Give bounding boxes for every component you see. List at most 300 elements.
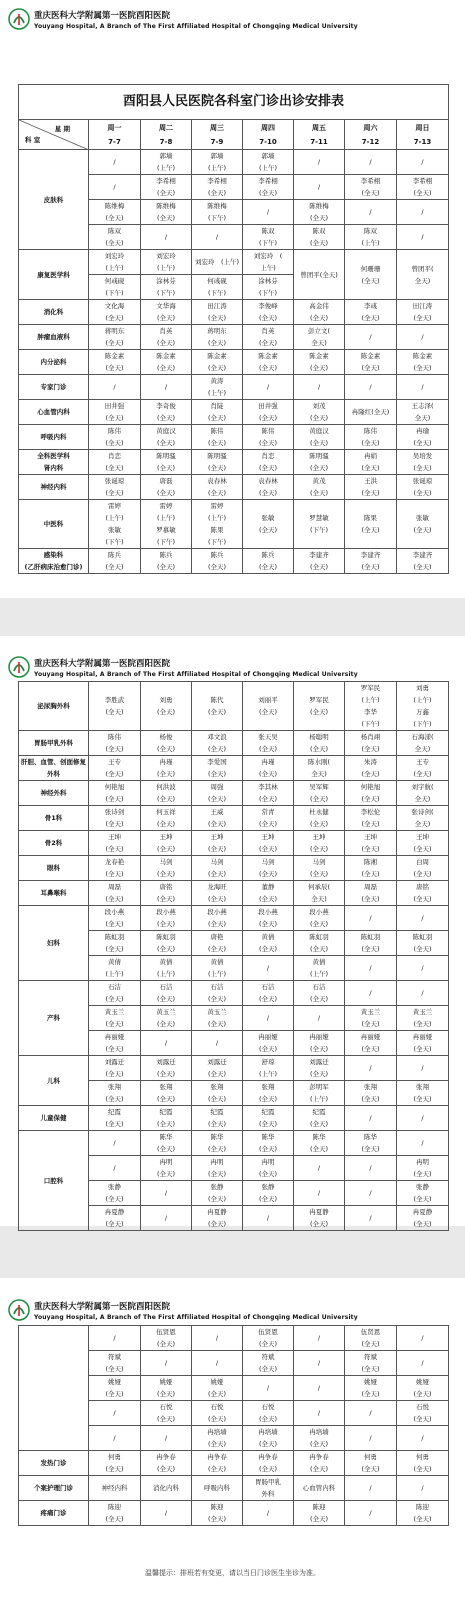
- schedule-cell: 陈虹羽 (全天): [89, 931, 141, 956]
- schedule-cell: 冉娟 (全天): [345, 450, 397, 475]
- schedule-cell: 张翔 (全天): [192, 1081, 243, 1106]
- schedule-table-1: [18, 84, 449, 574]
- schedule-cell: /: [345, 200, 397, 225]
- schedule-cell: 陈虹羽 (全天): [345, 931, 397, 956]
- schedule-cell: /: [345, 1056, 397, 1081]
- schedule-cell: 冉丽娅 (全天): [345, 1031, 397, 1056]
- schedule-cell: 冉夏静 (全天): [294, 1206, 345, 1231]
- schedule-cell: 陈虹羽 (全天): [141, 931, 192, 956]
- schedule-cell: 郭墙 (上午): [192, 150, 243, 175]
- schedule-cell: 李爱国 (全天): [192, 756, 243, 781]
- schedule-cell: 李俊峰 (全天): [243, 300, 294, 325]
- schedule-cell: 石洁 (全天): [89, 981, 141, 1006]
- schedule-cell: 肖恋 (全天): [243, 450, 294, 475]
- schedule-cell: 陈伟 (全天): [345, 425, 397, 450]
- schedule-cell: 石悦 (全天): [397, 1401, 449, 1426]
- schedule-cell: 唐磊 (全天): [141, 475, 192, 500]
- schedule-cell: 陈兵 (全天): [192, 549, 243, 574]
- schedule-cell: 石洁 (全天): [243, 981, 294, 1006]
- schedule-cell: 冉培墙 (全天): [294, 1426, 345, 1451]
- hospital-name: 重庆医科大学附属第一医院酉阳医院: [34, 11, 171, 21]
- schedule-cell: 马剑 (全天): [243, 856, 294, 881]
- schedule-cell: /: [397, 150, 449, 175]
- schedule-cell: 呼吸内科: [192, 1476, 243, 1501]
- schedule-cell: 刘宏玲 ( 上午): [243, 250, 294, 275]
- corner-header: [19, 120, 89, 150]
- dept-name: 肝胆、血管、创面修复外科: [19, 756, 89, 781]
- schedule-cell: 田井强 (全天): [89, 400, 141, 425]
- schedule-cell: 段小燕 (全天): [243, 906, 294, 931]
- schedule-cell: /: [243, 956, 294, 981]
- weekday-label: 周四: [261, 123, 275, 132]
- schedule-cell: 罗军民 (上午) 李华 (下午): [345, 682, 397, 731]
- schedule-cell: 符斌 (全天): [345, 1351, 397, 1376]
- schedule-cell: 陈虹羽 (全天): [397, 931, 449, 956]
- schedule-cell: /: [294, 1376, 345, 1401]
- schedule-cell: /: [243, 1376, 294, 1401]
- date-label: 7-9: [210, 137, 224, 146]
- dept-name: 眼科: [19, 856, 89, 881]
- hospital-logo-icon: [8, 8, 30, 30]
- schedule-cell: /: [89, 1426, 141, 1451]
- schedule-cell: 刘茂 (全天): [294, 400, 345, 425]
- schedule-cell: 陈金素 (全天): [294, 350, 345, 375]
- schedule-cell: 舒琼 (上午): [243, 1056, 294, 1081]
- dept-name: 皮肤科: [19, 150, 89, 250]
- schedule-cell: 朱涛 (全天): [345, 756, 397, 781]
- schedule-cell: /: [243, 1006, 294, 1031]
- dept-name: 妇科: [19, 906, 89, 981]
- schedule-cell: 李建齐 (全天): [294, 549, 345, 574]
- hospital-name: 重庆医科大学附属第一医院酉阳医院: [34, 659, 171, 669]
- schedule-cell: 黄倩 (上午): [294, 956, 345, 981]
- day-header: [294, 120, 345, 150]
- schedule-cell: 陈华 (全天): [141, 1131, 192, 1156]
- dept-name: 耳鼻喉科: [19, 881, 89, 906]
- dept-name: 儿科: [19, 1056, 89, 1106]
- schedule-cell: 陈双 (下午): [243, 225, 294, 250]
- schedule-cell: 袁春林 (全天): [243, 475, 294, 500]
- schedule-cell: 神经内科: [89, 1476, 141, 1501]
- schedule-cell: /: [243, 375, 294, 400]
- schedule-cell: 陈华 (全天): [345, 1131, 397, 1156]
- schedule-cell: 黄庭汉 (全天): [294, 425, 345, 450]
- schedule-cell: 陈湘 (全天): [345, 856, 397, 881]
- schedule-cell: 李希栩 (全天): [345, 175, 397, 200]
- schedule-cell: 刘露迁 (全天): [192, 1056, 243, 1081]
- schedule-cell: 陈双 (全天): [89, 225, 141, 250]
- schedule-cell: 冉夏静 (全天): [89, 1206, 141, 1231]
- date-label: 7-10: [259, 137, 277, 146]
- schedule-cell: 王坤 (全天): [294, 831, 345, 856]
- schedule-cell: 周强 (全天): [192, 781, 243, 806]
- schedule-cell: /: [89, 1401, 141, 1426]
- day-header: [141, 120, 192, 150]
- schedule-cell: /: [397, 1426, 449, 1451]
- schedule-cell: 刘勇 (全天): [141, 682, 192, 731]
- schedule-cell: 黄玉兰 (全天): [397, 1006, 449, 1031]
- date-label: 7-8: [159, 137, 173, 146]
- dept-name: 全科医学科 肾内科: [19, 450, 89, 475]
- schedule-cell: /: [294, 1156, 345, 1181]
- schedule-cell: /: [397, 1351, 449, 1376]
- schedule-cell: 何珊珊 (全天): [345, 250, 397, 300]
- schedule-cell: /: [345, 1501, 397, 1526]
- schedule-cell: 陈维梅 (全天): [89, 200, 141, 225]
- schedule-cell: 石海漾( 全天): [397, 731, 449, 756]
- dept-name: 神经内科: [19, 475, 89, 500]
- schedule-cell: 肖英 (全天): [243, 325, 294, 350]
- dept-name: 个案护理门诊: [19, 1476, 89, 1501]
- schedule-cell: 常青 (全天): [243, 806, 294, 831]
- schedule-cell: 李希栩 (全天): [243, 175, 294, 200]
- schedule-cell: /: [345, 1106, 397, 1131]
- schedule-cell: 黄茂 (全天): [294, 475, 345, 500]
- schedule-cell: 陈金素 (全天): [192, 350, 243, 375]
- dept-name: 消化科: [19, 300, 89, 325]
- schedule-cell: 纪霞 (全天): [89, 1106, 141, 1131]
- schedule-cell: 冉培墙 (全天): [192, 1426, 243, 1451]
- dept-name: 神经外科: [19, 781, 89, 806]
- schedule-cell: 心血管内科: [294, 1476, 345, 1501]
- schedule-cell: 张静 (全天): [192, 1181, 243, 1206]
- schedule-cell: /: [345, 1476, 397, 1501]
- schedule-cell: 何彧砚 (下午): [89, 275, 141, 300]
- schedule-cell: 段小燕 (全天): [192, 906, 243, 931]
- schedule-cell: /: [397, 906, 449, 931]
- schedule-cell: 李希栩 (全天): [192, 175, 243, 200]
- schedule-cell: 陈代 (全天): [192, 682, 243, 731]
- schedule-cell: 消化内科: [141, 1476, 192, 1501]
- schedule-cell: 陈果 (全天): [345, 500, 397, 549]
- schedule-cell: 张诗剑 (全天): [89, 806, 141, 831]
- day-header: [89, 120, 141, 150]
- schedule-cell: 刘露迁 (全天): [294, 1056, 345, 1081]
- schedule-cell: /: [141, 375, 192, 400]
- schedule-cell: 冉瑾 (全天): [141, 756, 192, 781]
- schedule-cell: /: [141, 1181, 192, 1206]
- schedule-cell: 罗慧敏 (下午): [294, 500, 345, 549]
- schedule-cell: 陈华 (全天): [192, 1131, 243, 1156]
- schedule-cell: 石悦 (全天): [192, 1401, 243, 1426]
- schedule-cell: 张静 (全天): [397, 1181, 449, 1206]
- schedule-cell: 董静 (全天): [243, 881, 294, 906]
- schedule-cell: 刘宇航( 全天): [397, 781, 449, 806]
- schedule-cell: 纪霞 (全天): [141, 1106, 192, 1131]
- schedule-cell: 何勇 (全天): [345, 1451, 397, 1476]
- schedule-cell: 田井强 (全天): [243, 400, 294, 425]
- schedule-cell: /: [243, 1206, 294, 1231]
- schedule-cell: 陈维梅 (全天): [141, 200, 192, 225]
- schedule-cell: /: [397, 325, 449, 350]
- schedule-cell: 姚娅 (全天): [89, 1376, 141, 1401]
- schedule-cell: 蒋明东 (全天): [89, 325, 141, 350]
- schedule-cell: 李松伦 (全天): [345, 806, 397, 831]
- dept-name: 疼痛门诊: [19, 1501, 89, 1526]
- schedule-cell: /: [345, 1181, 397, 1206]
- schedule-cell: 冉明 (全天): [141, 1156, 192, 1181]
- schedule-cell: /: [243, 1501, 294, 1526]
- weekday-label: 周五: [312, 123, 326, 132]
- schedule-cell: 冉丽娅 (全天): [397, 1031, 449, 1056]
- schedule-cell: /: [294, 1326, 345, 1351]
- schedule-cell: 黄倩 (全天): [243, 931, 294, 956]
- schedule-cell: /: [141, 1351, 192, 1376]
- schedule-cell: /: [192, 225, 243, 250]
- schedule-cell: 田江涛 (全天): [192, 300, 243, 325]
- schedule-cell: 陈迎 (全天): [192, 1501, 243, 1526]
- schedule-cell: 何勇 (全天): [89, 1451, 141, 1476]
- schedule-cell: 姚娅 (全天): [141, 1376, 192, 1401]
- schedule-cell: 张翔 (全天): [397, 1081, 449, 1106]
- schedule-cell: 何彧砚 (下午): [192, 275, 243, 300]
- hospital-name: 重庆医科大学附属第一医院酉阳医院: [34, 1302, 171, 1312]
- schedule-cell: 段小燕 (全天): [89, 906, 141, 931]
- schedule-cell: /: [397, 1131, 449, 1156]
- schedule-cell: /: [397, 1476, 449, 1501]
- schedule-cell: 冉争春 (全天): [243, 1451, 294, 1476]
- weekday-label: 周一: [107, 123, 122, 132]
- dept-name: 肿瘤血液科: [19, 325, 89, 350]
- dept-name: 发热门诊: [19, 1451, 89, 1476]
- schedule-cell: 田江涛 (全天): [397, 300, 449, 325]
- schedule-cell: 冉争春 (全天): [192, 1451, 243, 1476]
- schedule-cell: 陈兵 (全天): [141, 549, 192, 574]
- schedule-cell: /: [397, 956, 449, 981]
- dept-name: 心血管内科: [19, 400, 89, 425]
- schedule-cell: 刘宏玲 (上午): [192, 250, 243, 275]
- dept-name: 口腔科: [19, 1131, 89, 1231]
- schedule-cell: 李希栩 (全天): [141, 175, 192, 200]
- schedule-cell: /: [345, 325, 397, 350]
- schedule-cell: 黄倩 (上午): [89, 956, 141, 981]
- schedule-cell: 胃肠甲乳 外科: [243, 1476, 294, 1501]
- schedule-cell: 何艳旭 (全天): [89, 781, 141, 806]
- schedule-cell: 肖英 (全天): [141, 325, 192, 350]
- schedule-cell: 陈金素 (全天): [397, 350, 449, 375]
- schedule-cell: 陈迎 (全天): [397, 1501, 449, 1526]
- schedule-cell: 李希栩 (全天): [397, 175, 449, 200]
- schedule-cell: 石洁 (全天): [294, 981, 345, 1006]
- schedule-cell: 黄涛 (上午): [192, 375, 243, 400]
- schedule-cell: /: [294, 1401, 345, 1426]
- schedule-cell: 罗军民 (全天): [294, 682, 345, 731]
- schedule-cell: /: [89, 1326, 141, 1351]
- schedule-cell: 刘丽平 (全天): [243, 682, 294, 731]
- schedule-cell: /: [345, 1206, 397, 1231]
- schedule-cell: 姚娅 (全天): [192, 1376, 243, 1401]
- schedule-cell: 雷婷 (上午) 陈果 (下午): [192, 500, 243, 549]
- schedule-cell: 冉争春 (全天): [141, 1451, 192, 1476]
- dept-name: 专家门诊: [19, 375, 89, 400]
- schedule-cell: /: [397, 1056, 449, 1081]
- schedule-cell: 陈伟 (全天): [89, 425, 141, 450]
- hospital-logo-icon: [8, 1299, 30, 1321]
- schedule-cell: /: [89, 375, 141, 400]
- schedule-cell: /: [294, 1351, 345, 1376]
- schedule-cell: 冉丽娅 (全天): [89, 1031, 141, 1056]
- schedule-cell: 王坤 (全天): [243, 831, 294, 856]
- schedule-cell: 马剑 (全天): [141, 856, 192, 881]
- schedule-cell: 石洁 (全天): [141, 981, 192, 1006]
- dept-name: 泌尿胸外科: [19, 682, 89, 731]
- schedule-cell: 陈金素 (全天): [345, 350, 397, 375]
- schedule-cell: 符斌 (全天): [89, 1351, 141, 1376]
- schedule-cell: 彭立文( 全天): [294, 325, 345, 350]
- schedule-cell: /: [89, 1131, 141, 1156]
- schedule-cell: 张诗剑( 全天): [397, 806, 449, 831]
- schedule-cell: 张翔 (全天): [345, 1081, 397, 1106]
- dept-name: 呼吸内科: [19, 425, 89, 450]
- schedule-cell: 黄玉兰 (全天): [192, 1006, 243, 1031]
- schedule-cell: 李建齐 (全天): [397, 549, 449, 574]
- schedule-cell: 何洪波 (全天): [141, 781, 192, 806]
- date-label: 7-12: [361, 137, 380, 146]
- schedule-cell: /: [397, 225, 449, 250]
- dept-name: 儿童保健: [19, 1106, 89, 1131]
- schedule-cell: /: [192, 1326, 243, 1351]
- schedule-cell: 冉隆红(全天): [345, 400, 397, 425]
- schedule-cell: 陈双 (上午): [345, 225, 397, 250]
- schedule-cell: 陈兵 (全天): [243, 549, 294, 574]
- schedule-cell: 周磊 (全天): [89, 881, 141, 906]
- schedule-cell: /: [141, 1206, 192, 1231]
- schedule-cell: 王坤 (全天): [397, 831, 449, 856]
- schedule-cell: 雷婷 (上午) 罗慕敏 (下午): [141, 500, 192, 549]
- schedule-cell: 冉争春 (全天): [294, 1451, 345, 1476]
- dept-name: 内分泌科: [19, 350, 89, 375]
- schedule-cell: /: [294, 1181, 345, 1206]
- dept-name: 产科: [19, 981, 89, 1056]
- schedule-cell: 陈水刚( 全天): [294, 756, 345, 781]
- schedule-cell: 伍贤恩 (全天): [243, 1326, 294, 1351]
- schedule-cell: 冉明 (全天): [243, 1156, 294, 1181]
- schedule-cell: 王专 (全天): [397, 756, 449, 781]
- schedule-cell: /: [397, 1106, 449, 1131]
- schedule-cell: 陈迎 (全天): [89, 1501, 141, 1526]
- schedule-cell: /: [141, 1031, 192, 1056]
- schedule-cell: 张翔 (全天): [141, 1081, 192, 1106]
- schedule-cell: /: [141, 1501, 192, 1526]
- schedule-cell: 冉夏静 (全天): [192, 1206, 243, 1231]
- schedule-cell: 张敏 (全天): [397, 500, 449, 549]
- schedule-cell: 黄倩 (上午): [141, 956, 192, 981]
- schedule-cell: 陈维梅 (下午): [192, 200, 243, 225]
- weekday-label: 周六: [363, 123, 378, 132]
- dept-name: 中医科: [19, 500, 89, 549]
- schedule-cell: 高金伟 (全天): [294, 300, 345, 325]
- schedule-cell: /: [345, 906, 397, 931]
- schedule-cell: 张诞琼 (全天): [397, 475, 449, 500]
- schedule-cell: /: [89, 175, 141, 200]
- schedule-cell: /: [345, 956, 397, 981]
- hospital-name-en: Youyang Hospital, A Branch of The First Affiliated Hospital of Chongqing Medical University: [34, 671, 358, 678]
- hospital-name-en: Youyang Hospital, A Branch of The First Affiliated Hospital of Chongqing Medical University: [34, 1314, 358, 1321]
- schedule-cell: 王坤 (全天): [141, 831, 192, 856]
- schedule-cell: 黄玉兰 (全天): [89, 1006, 141, 1031]
- schedule-cell: 张敏 (全天): [243, 500, 294, 549]
- schedule-cell: /: [397, 981, 449, 1006]
- schedule-cell: 刘露迁 (全天): [141, 1056, 192, 1081]
- schedule-cell: 陈伟 (全天): [243, 425, 294, 450]
- schedule-cell: 陈金素 (全天): [243, 350, 294, 375]
- hospital-header: [0, 3, 465, 39]
- schedule-cell: /: [294, 375, 345, 400]
- schedule-cell: 张静 (全天): [243, 1181, 294, 1206]
- schedule-cell: 伍贤恩 (全天): [141, 1326, 192, 1351]
- schedule-cell: 李胜武 (全天): [89, 682, 141, 731]
- schedule-cell: 冉夏静 (全天): [397, 1206, 449, 1231]
- schedule-cell: 石悦 (全天): [141, 1401, 192, 1426]
- schedule-cell: 张天吴 (全天): [243, 731, 294, 756]
- schedule-cell: 姚娅 (全天): [397, 1376, 449, 1401]
- schedule-cell: 王坤 (全天): [192, 831, 243, 856]
- schedule-cell: /: [243, 200, 294, 225]
- dept-name: [19, 1326, 89, 1451]
- schedule-cell: 邓文浪 (全天): [192, 731, 243, 756]
- date-label: 7-13: [413, 137, 432, 146]
- schedule-cell: 伍贤恩 (全天): [345, 1326, 397, 1351]
- schedule-cell: /: [345, 150, 397, 175]
- schedule-cell: 何承辰( 全天): [294, 881, 345, 906]
- schedule-cell: 符斌 (全天): [243, 1351, 294, 1376]
- schedule-cell: 杨俊 (全天): [141, 731, 192, 756]
- schedule-cell: 李彧 (全天): [345, 300, 397, 325]
- day-header: [397, 120, 449, 150]
- schedule-cell: 龙春艳 (全天): [89, 856, 141, 881]
- schedule-cell: /: [192, 1031, 243, 1056]
- schedule-cell: 蒋明东 (全天): [192, 325, 243, 350]
- schedule-cell: 黄玉兰 (全天): [141, 1006, 192, 1031]
- schedule-cell: 陈明骚 (全天): [294, 450, 345, 475]
- dept-name: 骨2科: [19, 831, 89, 856]
- schedule-cell: 段小燕 (全天): [141, 906, 192, 931]
- schedule-cell: 陈金素 (全天): [89, 350, 141, 375]
- schedule-cell: /: [89, 150, 141, 175]
- schedule-cell: 陈伟 (全天): [192, 425, 243, 450]
- day-header: [345, 120, 397, 150]
- schedule-cell: /: [89, 1156, 141, 1181]
- schedule-cell: 冉丽娅 (全天): [294, 1031, 345, 1056]
- schedule-cell: 何玉祥 (全天): [141, 806, 192, 831]
- hospital-name-en: Youyang Hospital, A Branch of The First Affiliated Hospital of Chongqing Medical University: [34, 23, 358, 30]
- schedule-cell: 何艳旭 (全天): [345, 781, 397, 806]
- schedule-cell: 黄玉兰 (全天): [345, 1006, 397, 1031]
- schedule-cell: 曾团平( 全天): [397, 250, 449, 300]
- schedule-cell: 陈明骚 (全天): [192, 450, 243, 475]
- schedule-cell: 白周 (全天): [397, 856, 449, 881]
- schedule-cell: 陈伟 (全天): [89, 731, 141, 756]
- schedule-cell: /: [294, 175, 345, 200]
- schedule-cell: 李建齐 (全天): [345, 549, 397, 574]
- schedule-cell: /: [345, 375, 397, 400]
- schedule-cell: 龙海旺 (全天): [192, 881, 243, 906]
- schedule-cell: 陈华 (全天): [294, 1131, 345, 1156]
- schedule-cell: 李奇俊 (全天): [141, 400, 192, 425]
- date-label: 7-7: [108, 137, 121, 146]
- schedule-cell: /: [345, 1426, 397, 1451]
- page-title: 酉阳县人民医院各科室门诊出诊安排表: [19, 85, 449, 120]
- schedule-cell: 袁春林 (全天): [192, 475, 243, 500]
- schedule-cell: 陈虹羽 (全天): [294, 931, 345, 956]
- schedule-cell: 石洁 (全天): [192, 981, 243, 1006]
- dept-name: 感染科 (乙肝病床治愈门诊): [19, 549, 89, 574]
- schedule-table-3: [18, 1325, 449, 1526]
- schedule-cell: /: [294, 150, 345, 175]
- schedule-cell: /: [294, 1006, 345, 1031]
- hospital-logo-icon: [8, 656, 30, 678]
- date-label: 7-11: [310, 137, 328, 146]
